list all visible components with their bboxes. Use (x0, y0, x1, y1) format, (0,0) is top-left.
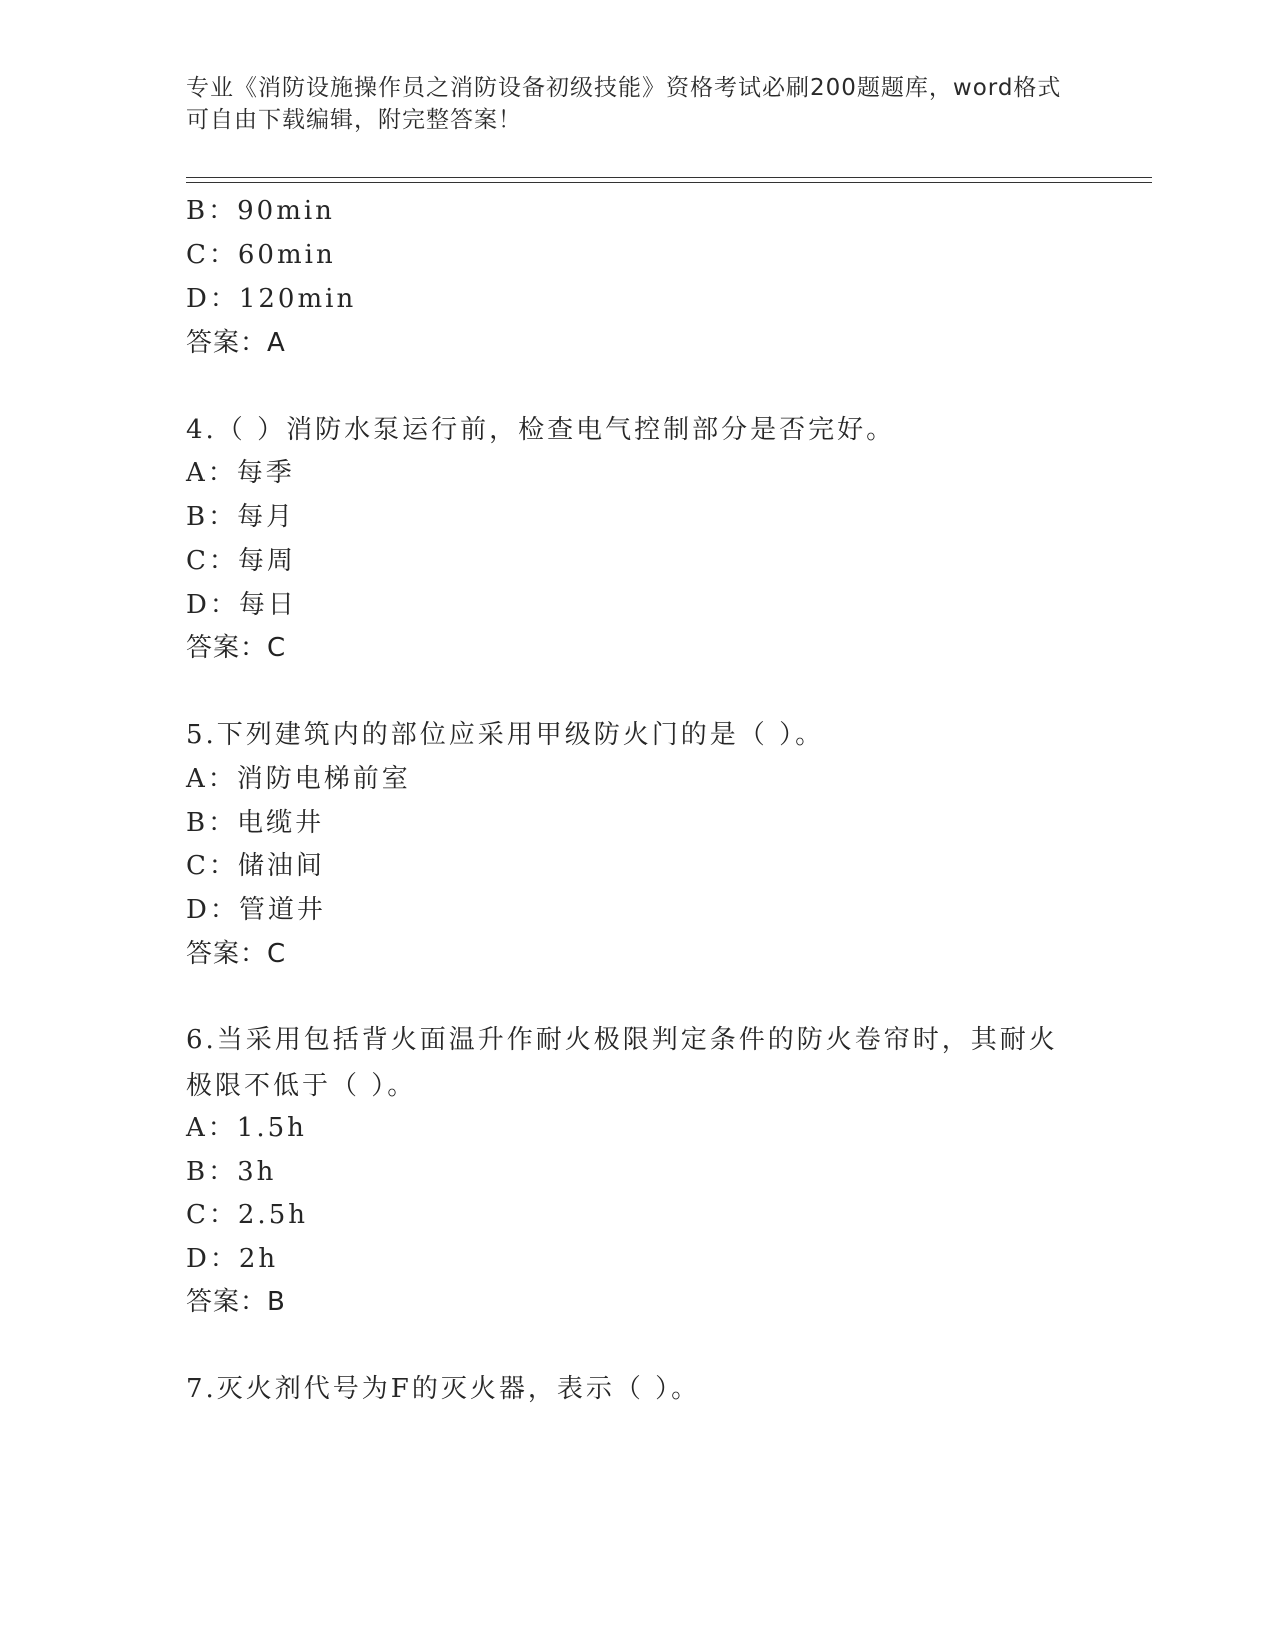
q6-option-a: A：1.5h (186, 1113, 307, 1143)
q4-option-b: B：每月 (186, 502, 296, 532)
q5-stem: 5.下列建筑内的部位应采用甲级防火门的是（ ）。 (186, 720, 825, 750)
q3-answer: 答案：A (186, 328, 286, 358)
q3-option-d: D：120min (186, 284, 357, 314)
q6-option-b: B：3h (186, 1157, 277, 1187)
header-rule-bottom (186, 182, 1152, 183)
q5-option-d: D：管道井 (186, 895, 326, 925)
q4-answer: 答案：C (186, 633, 287, 663)
header-rule-top (186, 177, 1152, 178)
q4-stem: 4.（ ）消防水泵运行前，检查电气控制部分是否完好。 (186, 415, 896, 445)
q5-answer: 答案：C (186, 939, 287, 969)
q4-option-a: A：每季 (186, 458, 295, 488)
q3-option-b: B：90min (186, 196, 335, 226)
q4-option-c: C：每周 (186, 546, 296, 576)
q7-stem: 7.灭火剂代号为F的灭火器，表示（ ）。 (186, 1374, 701, 1404)
q5-option-b: B：电缆井 (186, 808, 325, 838)
q6-option-c: C：2.5h (186, 1200, 308, 1230)
q6-answer: 答案：B (186, 1287, 286, 1317)
q6-stem: 6.当采用包括背火面温升作耐火极限判定条件的防火卷帘时，其耐火极限不低于（ ）。 (186, 1025, 1058, 1101)
q4-option-d: D：每日 (186, 590, 297, 620)
q5-option-c: C：储油间 (186, 851, 325, 881)
q6-option-d: D：2h (186, 1244, 279, 1274)
document-header: 专业《消防设施操作员之消防设备初级技能》资格考试必刷200题题库，word格式可自由下载编辑，附完整答案！ (186, 75, 1062, 133)
q5-option-a: A：消防电梯前室 (186, 764, 411, 794)
q3-option-c: C：60min (186, 240, 336, 270)
